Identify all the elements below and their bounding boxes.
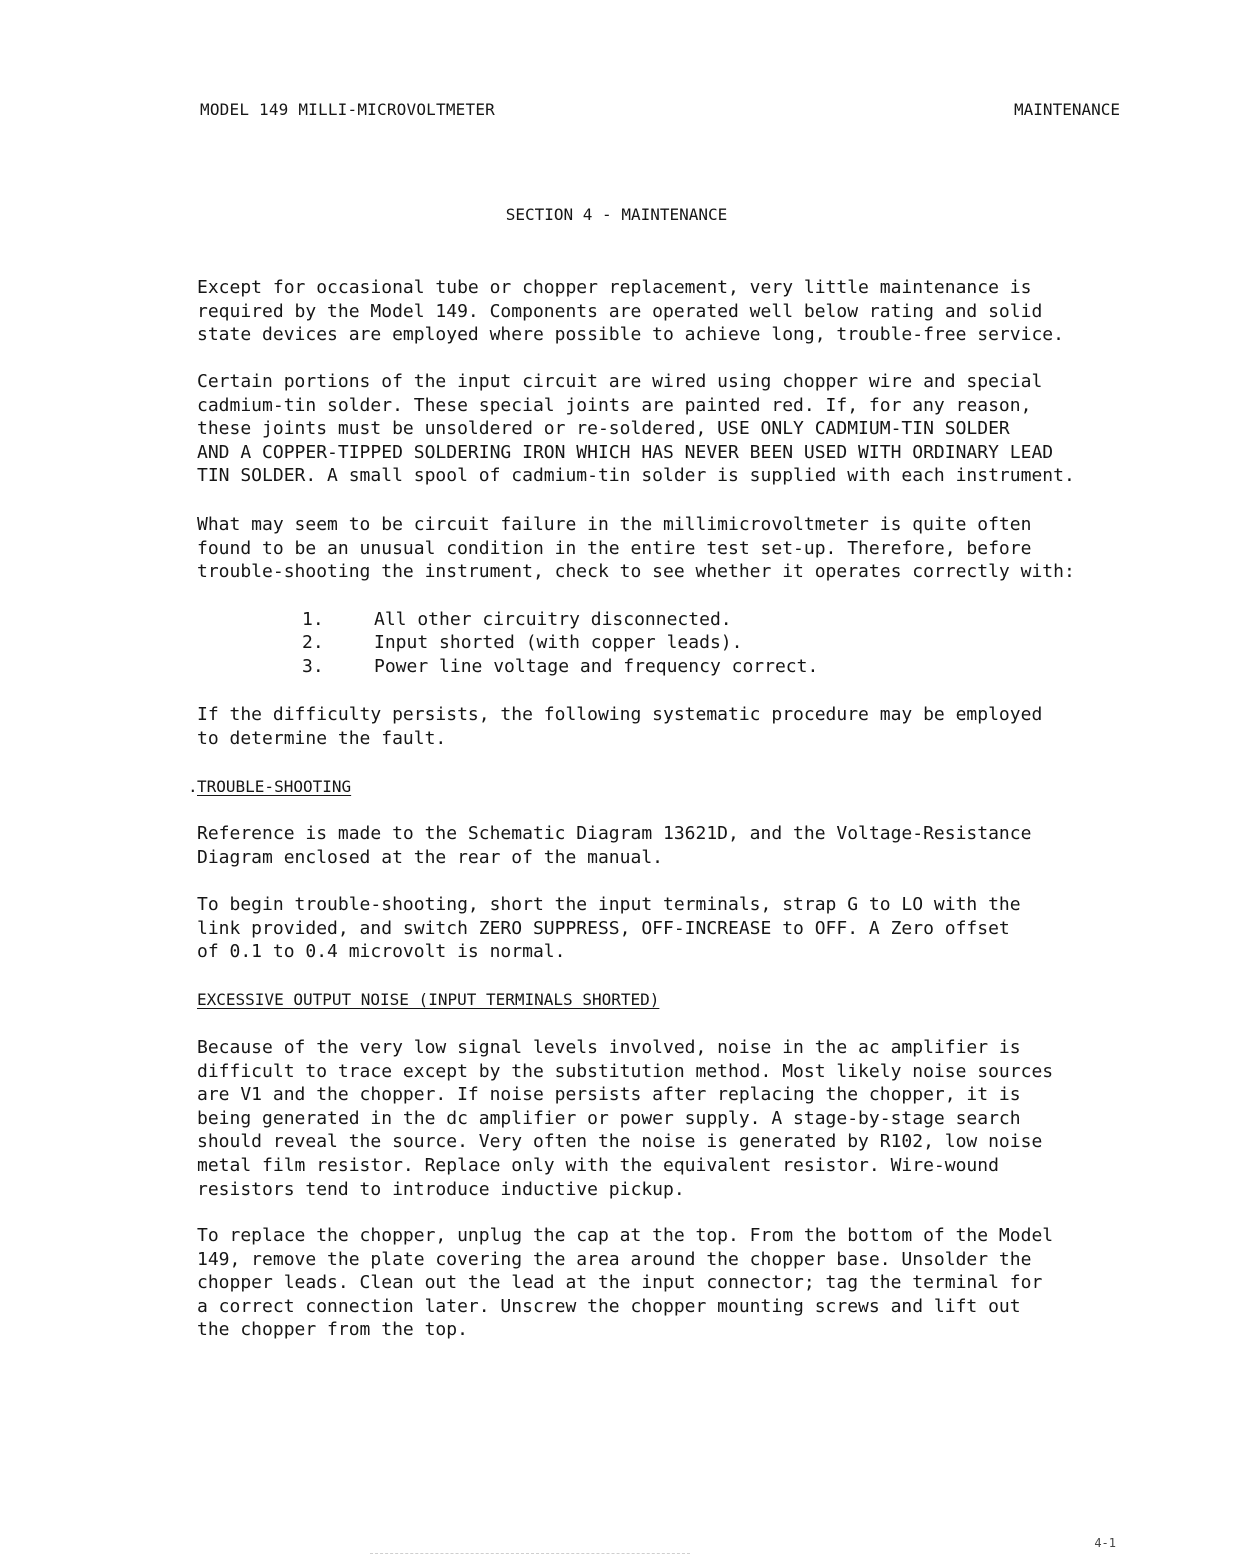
paragraph-begin <box>197 893 1177 964</box>
list-item <box>302 655 818 678</box>
paragraph-line: a correct connection later. Unscrew the chopper mounting screws and lift out <box>197 1295 1021 1317</box>
paragraph-line: To replace the chopper, unplug the cap at the top. From the bottom of the Model <box>197 1225 1054 1246</box>
paragraph-line: difficult to trace except by the substitution method. Most likely noise sources <box>197 1060 1054 1082</box>
checklist <box>302 608 818 678</box>
paragraph-line: cadmium-tin solder. These special joints are painted red. If, for any reason, <box>197 394 1032 416</box>
heading-troubleshooting: . TROUBLE-SHOOTING <box>197 777 351 796</box>
paragraph-line: To begin trouble-shooting, short the input terminals, strap G to LO with the <box>197 894 1021 915</box>
paragraph-line: trouble-shooting the instrument, check to see whether it operates correctly with: <box>197 561 1075 583</box>
list-item-number: 3. <box>302 655 324 677</box>
scan-artifact-divider <box>370 1553 690 1556</box>
list-item-number: 2. <box>302 632 324 654</box>
paragraph-line: What may seem to be circuit failure in the millimicrovoltmeter is quite often <box>197 514 1032 535</box>
paragraph-line: metal film resistor. Replace only with the equivalent resistor. Wire-wound <box>197 1154 999 1176</box>
paragraph-line: should reveal the source. Very often the noise is generated by R102, low noise <box>197 1131 1043 1153</box>
paragraph-line: resistors tend to introduce inductive pickup. <box>197 1178 685 1200</box>
paragraph-line: being generated in the dc amplifier or power supply. A stage-by-stage search <box>197 1107 1021 1129</box>
section-title: SECTION 4 - MAINTENANCE <box>505 205 728 224</box>
paragraph-line: these joints must be unsoldered or re-soldered, USE ONLY CADMIUM-TIN SOLDER <box>197 418 1010 440</box>
paragraph-line: 149, remove the plate covering the area around the chopper base. Unsolder the <box>197 1248 1032 1270</box>
list-item <box>302 631 818 654</box>
heading-excessive-output-noise: EXCESSIVE OUTPUT NOISE (INPUT TERMINALS SHORTED) <box>197 990 660 1009</box>
list-item <box>302 608 818 631</box>
running-header-title: MODEL 149 MILLI-MICROVOLTMETER <box>200 100 495 119</box>
paragraph-persists <box>197 703 1177 750</box>
paragraph-line: of 0.1 to 0.4 microvolt is normal. <box>197 941 566 963</box>
list-item-text: All other circuitry disconnected. <box>374 609 732 630</box>
paragraph-line: to determine the fault. <box>197 727 447 749</box>
paragraph-line: found to be an unusual condition in the entire test set-up. Therefore, before <box>197 537 1032 559</box>
paragraph-line: the chopper from the top. <box>197 1319 468 1341</box>
paragraph-line: Diagram enclosed at the rear of the manual. <box>197 846 663 868</box>
paragraph-chopper <box>197 1224 1177 1342</box>
list-item-number: 1. <box>302 609 324 630</box>
paragraph-line: state devices are employed where possible to achieve long, trouble-free service. <box>197 324 1064 346</box>
running-header-section: MAINTENANCE <box>1014 100 1120 119</box>
paragraph-line: chopper leads. Clean out the lead at the input connector; tag the terminal for <box>197 1272 1043 1294</box>
paragraph-line: required by the Model 149. Components are operated well below rating and solid <box>197 300 1043 322</box>
paragraph-solder <box>197 370 1177 488</box>
paragraph-line: Certain portions of the input circuit are wired using chopper wire and special <box>197 371 1043 392</box>
paragraph-intro <box>197 276 1177 347</box>
paragraph-line: Reference is made to the Schematic Diagram 13621D, and the Voltage-Resistance <box>197 823 1032 844</box>
page-number: 4-1 <box>1094 1536 1116 1550</box>
paragraph-line: Because of the very low signal levels involved, noise in the ac amplifier is <box>197 1037 1021 1058</box>
paragraph-line: TIN SOLDER. A small spool of cadmium-tin solder is supplied with each instrument. <box>197 465 1075 487</box>
paragraph-failure <box>197 513 1177 584</box>
list-item-text: Input shorted (with copper leads). <box>374 632 743 654</box>
paragraph-line: are V1 and the chopper. If noise persists after replacing the chopper, it is <box>197 1084 1021 1106</box>
paragraph-line: link provided, and switch ZERO SUPPRESS, OFF-INCREASE to OFF. A Zero offset <box>197 917 1010 939</box>
paragraph-reference <box>197 822 1177 869</box>
paragraph-noise <box>197 1036 1177 1201</box>
list-item-text: Power line voltage and frequency correct. <box>374 655 819 677</box>
paragraph-line: Except for occasional tube or chopper replacement, very little maintenance is <box>197 277 1032 298</box>
paragraph-line: If the difficulty persists, the following systematic procedure may be employed <box>197 704 1043 725</box>
paragraph-line: AND A COPPER-TIPPED SOLDERING IRON WHICH HAS NEVER BEEN USED WITH ORDINARY LEAD <box>197 441 1054 463</box>
